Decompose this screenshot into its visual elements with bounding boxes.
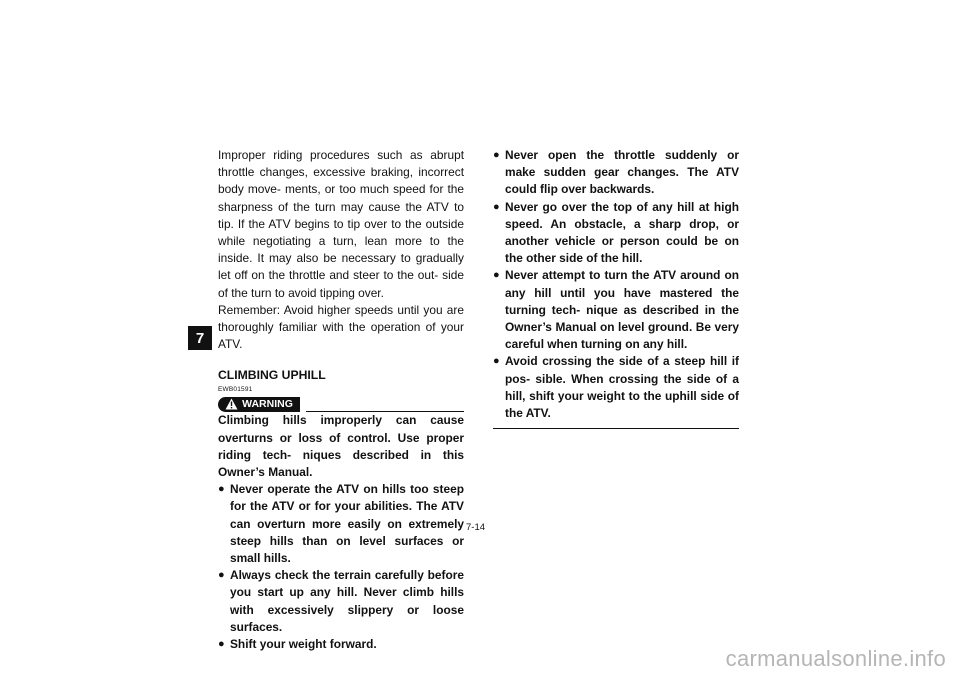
list-item: ● Shift your weight forward. xyxy=(218,636,464,653)
bullet-icon: ● xyxy=(493,355,500,368)
bullet-icon: ● xyxy=(493,269,500,282)
body-paragraph: Remember: Avoid higher speeds until you are thoroughly familiar with the operation of your ATV. xyxy=(218,302,464,352)
warning-triangle-icon xyxy=(225,398,238,410)
body-paragraph: Improper riding procedures such as abrupt throttle changes, excessive braking, incorrect body move- ments, or too much speed for the sharpness of the turn may cause the ATV to tip. If the ATV begins to tip over to the outside while negotiating a turn, lean more to the inside. It may also be necessary to gradually let off on the throttle and steer to the out- side of the turn to avoid tipping over. xyxy=(218,148,464,300)
warning-badge xyxy=(218,397,300,412)
bullet-icon: ● xyxy=(218,483,225,496)
warning-bullets-continued xyxy=(493,147,739,422)
warning-end-rule xyxy=(493,428,739,429)
section-title: CLIMBING UPHILL xyxy=(218,368,326,383)
watermark: carmanualsonline.info xyxy=(725,646,946,671)
reference-code: EWB01591 xyxy=(218,386,253,394)
list-item: ● Never open the throttle suddenly or make sudden gear changes. The ATV could flip over backwards. xyxy=(493,148,739,197)
list-item: ● Never attempt to turn the ATV around on any hill until you have mastered the turning tech- nique as described in the Owner’s Manual on level ground. Be very careful when turning on any hill. xyxy=(493,268,739,352)
list-item: ● Never go over the top of any hill at high speed. An obstacle, a sharp drop, or another vehicle or person could be on the other side of the hill. xyxy=(493,199,739,266)
bullet-icon: ● xyxy=(218,569,225,582)
list-item: ● Never operate the ATV on hills too steep for the ATV or for your abilities. The ATV can overturn more easily on extremely steep hills than on level surfaces or small hills. xyxy=(218,482,464,566)
right-column xyxy=(493,147,739,429)
warning-header xyxy=(218,396,464,412)
list-item: ● Always check the terrain carefully before you start up any hill. Never climb hills with excessively slippery or loose surfaces. xyxy=(218,568,464,634)
bullet-icon: ● xyxy=(493,200,500,213)
left-column xyxy=(218,147,464,653)
warning-label: WARNING xyxy=(242,398,293,411)
bullet-icon: ● xyxy=(493,149,500,161)
page-number: 7-14 xyxy=(466,522,486,533)
chapter-tab: 7 xyxy=(188,326,212,350)
warning-intro: Climbing hills improperly can cause overturns or loss of control. Use proper riding tech- niques described in this Owner’s Manual. xyxy=(218,413,464,480)
list-item: ● Avoid crossing the side of a steep hill if pos- sible. When crossing the side of a hill, shift your weight to the uphill side of the ATV. xyxy=(493,354,739,421)
bullet-icon: ● xyxy=(218,638,225,651)
warning-bullets xyxy=(218,481,464,653)
